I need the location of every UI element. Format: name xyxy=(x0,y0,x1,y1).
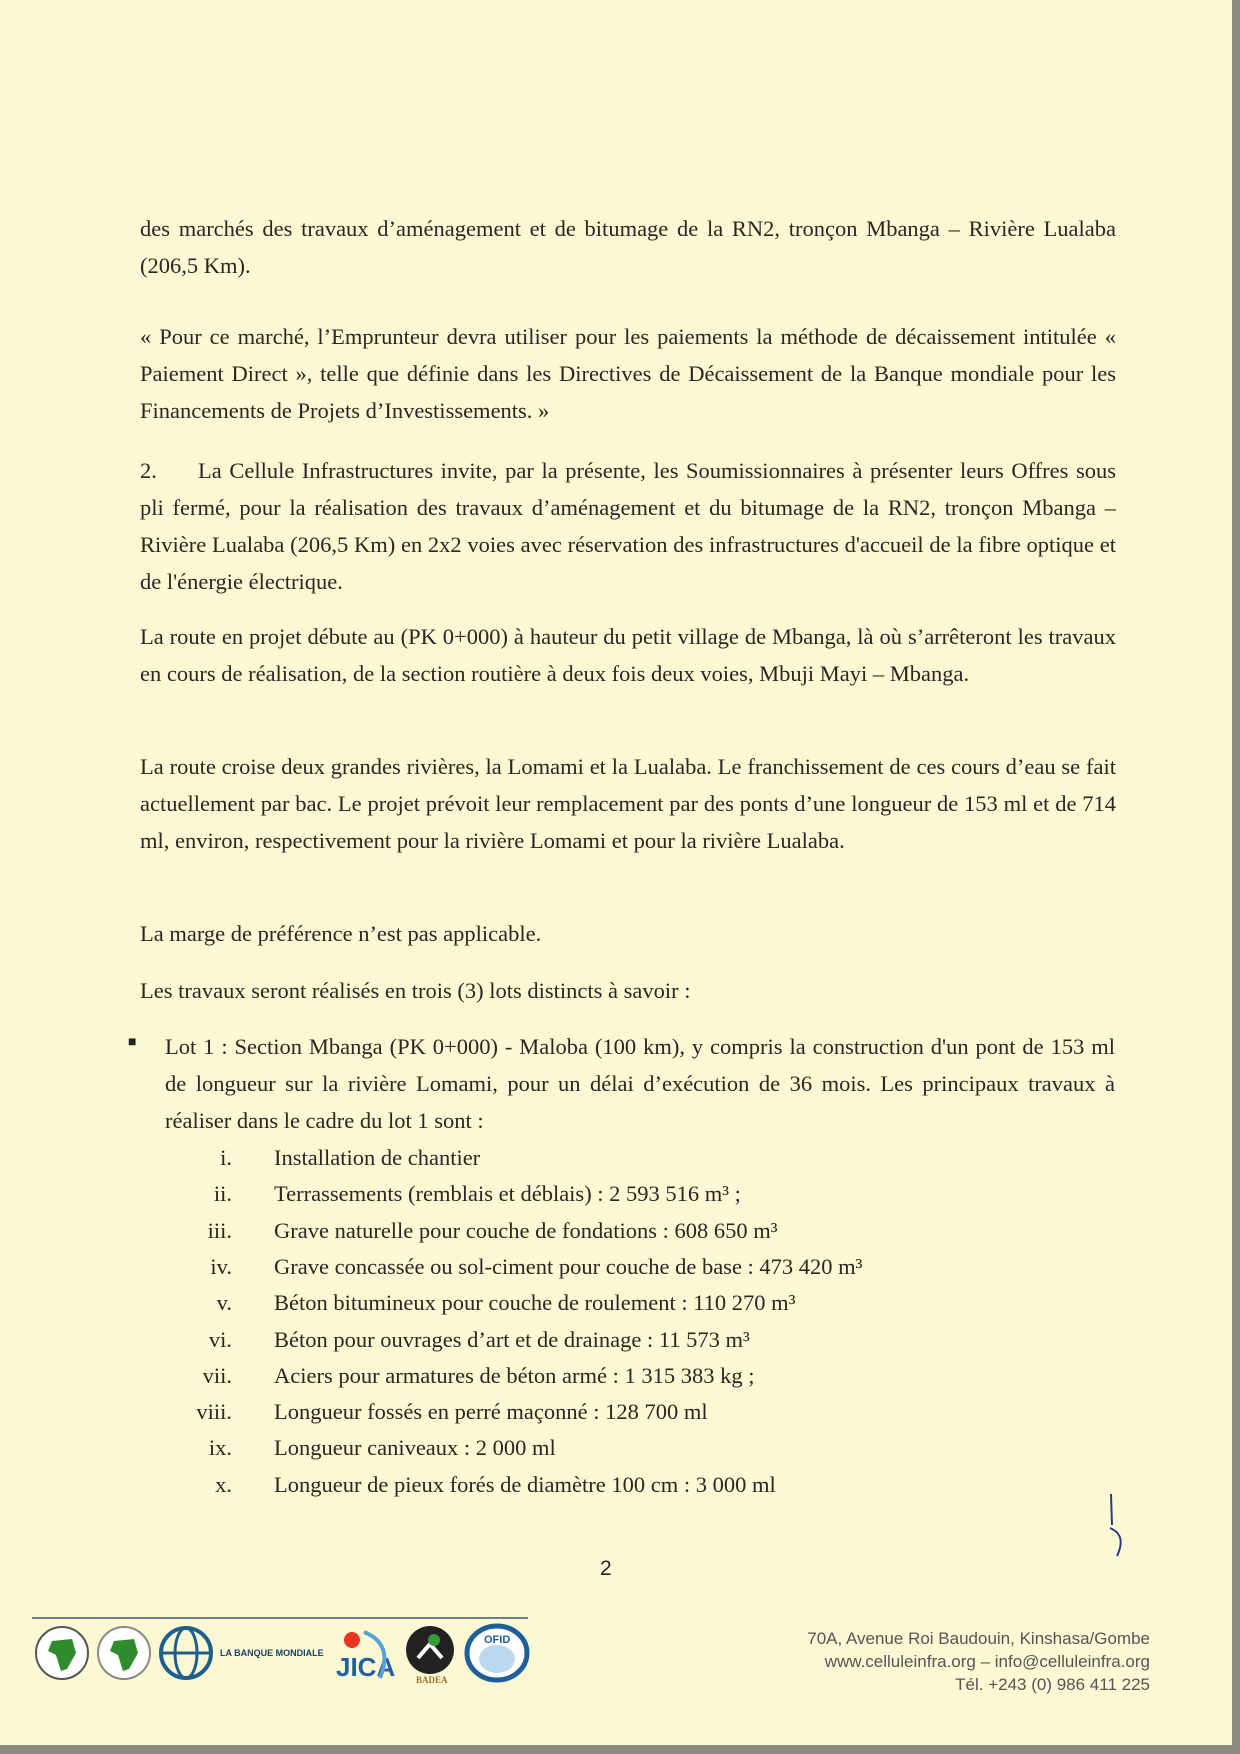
page-number: 2 xyxy=(600,1557,612,1580)
list-item xyxy=(180,1399,1080,1425)
list-item-text: Installation de chantier xyxy=(274,1145,481,1170)
handwritten-initial xyxy=(1105,1490,1135,1560)
paragraph: Les travaux seront réalisés en trois (3) lots distincts à savoir : xyxy=(140,978,691,1003)
list-item-text: Terrassements (remblais et déblais) : 2 593 516 m³ ; xyxy=(274,1181,741,1207)
list-item-text: Béton bitumineux pour couche de roulement : 110 270 m³ xyxy=(274,1290,796,1316)
adf-logo xyxy=(96,1625,152,1681)
world-bank-globe-logo xyxy=(158,1624,214,1682)
list-item-text: Aciers pour armatures de béton armé : 1 315 383 kg ; xyxy=(274,1362,755,1388)
footer-rule xyxy=(32,1617,528,1619)
list-item xyxy=(180,1218,1080,1244)
list-numeral: iv. xyxy=(210,1253,232,1279)
list-item xyxy=(180,1472,1080,1498)
list-item xyxy=(180,1327,1080,1353)
partner-logos xyxy=(34,1622,530,1684)
footer-web-email[interactable]: www.celluleinfra.org – info@celluleinfra.org xyxy=(824,1652,1150,1671)
section-number: 2. xyxy=(140,458,157,483)
list-numeral: i. xyxy=(220,1145,232,1170)
list-item-text: Longueur fossés en perré maçonné : 128 700 ml xyxy=(274,1399,708,1425)
paragraph: La route croise deux grandes rivières, la Lomami et la Lualaba. Le franchissement de ces cours d’eau se fait actuellement par bac. Le projet prévoit leur remplacement par des ponts d’une longueur de 153 ml et de 714 ml, environ, respectivement pour la rivière Lomami et pour la rivière Lualaba. xyxy=(140,754,1116,853)
list-numeral: viii. xyxy=(196,1399,232,1425)
list-item xyxy=(180,1435,1080,1461)
list-numeral: iii. xyxy=(207,1217,232,1243)
svg-text:BADEA: BADEA xyxy=(415,1675,448,1684)
footer-contact xyxy=(807,1627,1150,1696)
paragraph: La route en projet débute au (PK 0+000) à hauteur du petit village de Mbanga, là où s’arrêteront les travaux en cours de réalisation, de la section routière à deux fois deux voies, Mbuji Mayi – Mbanga. xyxy=(140,624,1116,686)
paragraph-section-2 xyxy=(140,452,1116,600)
list-item xyxy=(180,1363,1080,1389)
badea-logo xyxy=(402,1622,458,1684)
lot1-text: Lot 1 : Section Mbanga (PK 0+000) - Maloba (100 km), y compris la construction d'un pont de 153 ml de longueur sur la rivière Lomami, pour un délai d’exécution de 36 mois. Les principaux travaux à réaliser dans le cadre du lot 1 sont : xyxy=(165,1034,1115,1133)
list-item-text: Longueur de pieux forés de diamètre 100 cm : 3 000 ml xyxy=(274,1471,776,1497)
paragraph-text: La Cellule Infrastructures invite, par la présente, les Soumissionnaires à présenter leurs Offres sous pli fermé, pour la réalisation des travaux d’aménagement et du bitumage de la RN2, tronçon Mbanga – Rivière Lualaba (206,5 Km) en 2x2 voies avec réservation des infrastructures d'accueil de la fibre optique et de l'énergie électrique. xyxy=(140,458,1116,594)
list-numeral: v. xyxy=(216,1290,232,1316)
list-item xyxy=(180,1290,1080,1316)
ofid-logo xyxy=(464,1623,530,1683)
list-item xyxy=(180,1254,1080,1280)
list-numeral: x. xyxy=(215,1471,232,1497)
afdb-logo xyxy=(34,1625,90,1681)
world-bank-label: LA BANQUE MONDIALE xyxy=(220,1648,324,1658)
list-numeral: ix. xyxy=(208,1435,232,1461)
list-numeral: ii. xyxy=(213,1181,232,1207)
paragraph: des marchés des travaux d’aménagement et de bitumage de la RN2, tronçon Mbanga – Rivière Lualaba (206,5 Km). xyxy=(140,216,1116,278)
list-item xyxy=(180,1145,1080,1171)
svg-text:JICA: JICA xyxy=(335,1652,395,1682)
jica-logo xyxy=(330,1624,396,1682)
list-item xyxy=(180,1181,1080,1207)
paragraph: « Pour ce marché, l’Emprunteur devra utiliser pour les paiements la méthode de décaissement intitulée « Paiement Direct », telle que définie dans les Directives de Décaissement de la Banque mondiale pour les Financements de Projets d’Investissements. » xyxy=(140,324,1116,423)
svg-text:OFID: OFID xyxy=(483,1634,510,1646)
list-item-text: Grave naturelle pour couche de fondations : 608 650 m³ xyxy=(274,1217,778,1243)
footer-address: 70A, Avenue Roi Baudouin, Kinshasa/Gombe xyxy=(807,1629,1150,1648)
list-item-text: Béton pour ouvrages d’art et de drainage : 11 573 m³ xyxy=(274,1326,750,1352)
footer-phone: Tél. +243 (0) 986 411 225 xyxy=(955,1675,1150,1694)
list-numeral: vii. xyxy=(202,1362,232,1388)
list-item-text: Grave concassée ou sol-ciment pour couche de base : 473 420 m³ xyxy=(274,1253,863,1279)
paragraph: La marge de préférence n’est pas applicable. xyxy=(140,921,542,946)
list-numeral: vi. xyxy=(208,1326,232,1352)
bullet-icon: ■ xyxy=(128,1035,137,1050)
list-item-text: Longueur caniveaux : 2 000 ml xyxy=(274,1435,556,1461)
